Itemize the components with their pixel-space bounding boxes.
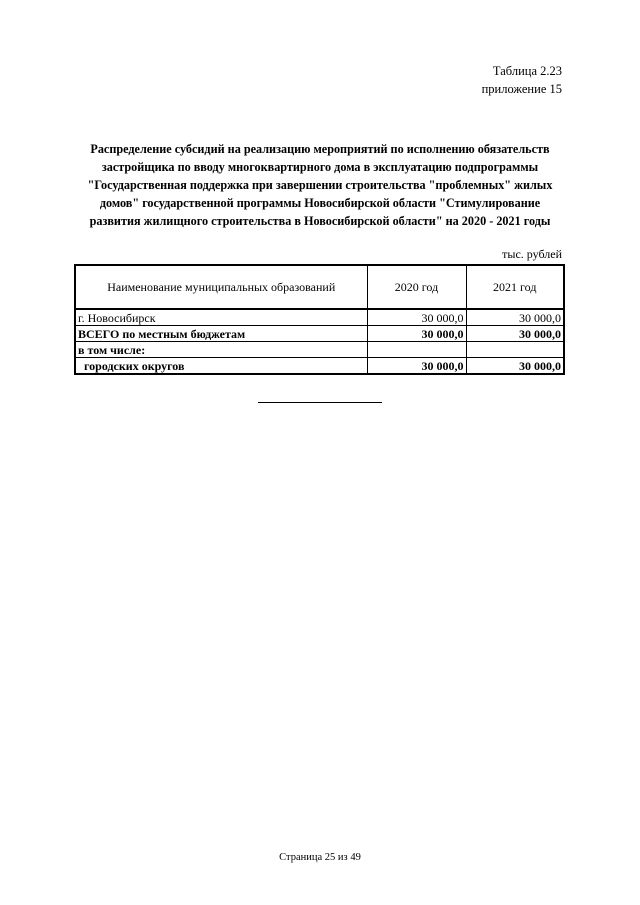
table-number: Таблица 2.23	[492, 64, 562, 78]
column-header-2021: 2021 год	[466, 265, 564, 309]
total-label: ВСЕГО по местным бюджетам	[75, 326, 367, 342]
subsidy-table	[74, 264, 565, 375]
value-2021: 30 000,0	[466, 309, 564, 326]
separator-line	[258, 402, 382, 403]
appendix-number: приложение 15	[481, 82, 562, 96]
value-2020: 30 000,0	[367, 309, 466, 326]
table-row-urban-districts	[75, 358, 564, 375]
title-line: Распределение субсидий на реализацию мероприятий по исполнению обязательств	[90, 142, 550, 156]
municipality-name: г. Новосибирск	[75, 309, 367, 326]
including-label: в том числе:	[75, 342, 367, 358]
empty-cell	[466, 342, 564, 358]
urban-districts-label: городских округов	[75, 358, 367, 375]
urban-districts-2020: 30 000,0	[367, 358, 466, 375]
column-header-2020: 2020 год	[367, 265, 466, 309]
empty-cell	[367, 342, 466, 358]
table-reference	[482, 62, 562, 98]
table-row	[75, 309, 564, 326]
total-2020: 30 000,0	[367, 326, 466, 342]
unit-label: тыс. рублей	[502, 247, 562, 261]
urban-districts-2021: 30 000,0	[466, 358, 564, 375]
table-row-including	[75, 342, 564, 358]
title-line: домов" государственной программы Новосибирской области "Стимулирование	[99, 196, 541, 210]
title-line: развития жилищного строительства в Новосибирской области" на 2020 - 2021 годы	[89, 214, 551, 228]
table-row-total	[75, 326, 564, 342]
title-line: застройщика по вводу многоквартирного дома в эксплуатацию подпрограммы	[101, 160, 539, 174]
page-number: Страница 25 из 49	[279, 852, 361, 863]
document-title	[72, 140, 568, 230]
title-line: "Государственная поддержка при завершении строительства "проблемных" жилых	[87, 178, 553, 192]
total-2021: 30 000,0	[466, 326, 564, 342]
table-header-row	[75, 265, 564, 309]
column-header-name: Наименование муниципальных образований	[75, 265, 367, 309]
